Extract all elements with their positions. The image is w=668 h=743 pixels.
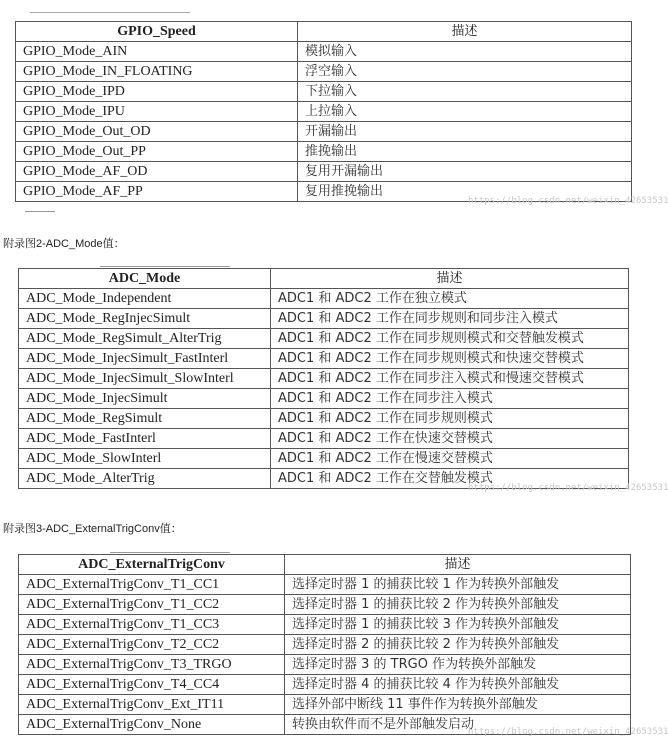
adc-externaltrigconv-table [18, 554, 631, 735]
cell-name: ADC_Mode_RegSimult [19, 409, 271, 429]
cell-desc: ADC1 和 ADC2 工作在慢速交替模式 [271, 449, 629, 469]
header-cell-name: GPIO_Speed [16, 22, 298, 42]
table-row [19, 449, 629, 469]
table-row [19, 635, 631, 655]
cell-desc: ADC1 和 ADC2 工作在同步注入模式 [271, 389, 629, 409]
cell-desc: ADC1 和 ADC2 工作在同步规则模式和快速交替模式 [271, 349, 629, 369]
header-cell-name: ADC_Mode [19, 269, 271, 289]
table-row [16, 122, 632, 142]
cell-desc: ADC1 和 ADC2 工作在快速交替模式 [271, 429, 629, 449]
cell-name: ADC_ExternalTrigConv_Ext_IT11 [19, 695, 285, 715]
cell-desc: ADC1 和 ADC2 工作在同步规则和同步注入模式 [271, 309, 629, 329]
cell-desc: 上拉输入 [298, 102, 632, 122]
cell-desc: 选择定时器 2 的捕获比较 2 作为转换外部触发 [285, 635, 631, 655]
cell-name: ADC_ExternalTrigConv_None [19, 715, 285, 735]
cell-desc: 推挽输出 [298, 142, 632, 162]
cell-desc: ADC1 和 ADC2 工作在同步规则模式 [271, 409, 629, 429]
cell-name: GPIO_Mode_AF_OD [16, 162, 298, 182]
table-row [16, 82, 632, 102]
table-row [19, 655, 631, 675]
table-row [19, 389, 629, 409]
cell-desc: 开漏输出 [298, 122, 632, 142]
cell-desc: 模拟输入 [298, 42, 632, 62]
cell-desc: ADC1 和 ADC2 工作在同步注入模式和慢速交替模式 [271, 369, 629, 389]
table-header-row [16, 22, 632, 42]
header-cell-desc: 描述 [298, 22, 632, 42]
cell-desc: ADC1 和 ADC2 工作在独立模式 [271, 289, 629, 309]
table-row [19, 595, 631, 615]
table-row [19, 695, 631, 715]
table-row [19, 329, 629, 349]
cell-name: ADC_Mode_InjecSimult_SlowInterl [19, 369, 271, 389]
gpio-speed-table [15, 21, 632, 202]
table-row [19, 309, 629, 329]
table-row [16, 42, 632, 62]
table-header-row [19, 555, 631, 575]
table-row [16, 102, 632, 122]
caption-adc-mode: 附录图2-ADC_Mode值： [3, 238, 125, 250]
cell-name: ADC_Mode_InjecSimult [19, 389, 271, 409]
cell-desc: 复用推挽输出 [298, 182, 632, 202]
cell-name: ADC_Mode_RegInjecSimult [19, 309, 271, 329]
cell-desc: 复用开漏输出 [298, 162, 632, 182]
cell-name: GPIO_Mode_IPD [16, 82, 298, 102]
cell-name: GPIO_Mode_Out_OD [16, 122, 298, 142]
cell-name: ADC_ExternalTrigConv_T3_TRGO [19, 655, 285, 675]
cell-desc: 下拉输入 [298, 82, 632, 102]
cell-desc: 选择定时器 1 的捕获比较 2 作为转换外部触发 [285, 595, 631, 615]
cropped-text-fragment [100, 266, 230, 267]
cropped-text-fragment [25, 211, 55, 212]
cell-name: GPIO_Mode_IN_FLOATING [16, 62, 298, 82]
cell-desc: 选择定时器 1 的捕获比较 1 作为转换外部触发 [285, 575, 631, 595]
cell-name: ADC_ExternalTrigConv_T1_CC3 [19, 615, 285, 635]
table-row [16, 142, 632, 162]
cell-name: ADC_Mode_InjecSimult_FastInterl [19, 349, 271, 369]
table-row [16, 62, 632, 82]
cell-name: ADC_ExternalTrigConv_T1_CC1 [19, 575, 285, 595]
cell-desc: 浮空输入 [298, 62, 632, 82]
table-row [19, 349, 629, 369]
table-row [19, 369, 629, 389]
watermark: https://blog.csdn.net/weixin_42653531 [468, 483, 668, 493]
table-row [19, 675, 631, 695]
adc-mode-table [18, 268, 629, 489]
header-cell-desc: 描述 [285, 555, 631, 575]
cell-desc: 选择外部中断线 11 事件作为转换外部触发 [285, 695, 631, 715]
cell-name: GPIO_Mode_IPU [16, 102, 298, 122]
cell-desc: ADC1 和 ADC2 工作在交替触发模式 [271, 469, 629, 489]
cell-name: ADC_Mode_RegSimult_AlterTrig [19, 329, 271, 349]
cropped-text-fragment [30, 12, 190, 13]
table-row [16, 162, 632, 182]
watermark: https://blog.csdn.net/weixin_42653531 [468, 727, 668, 737]
cell-name: GPIO_Mode_Out_PP [16, 142, 298, 162]
cell-desc: 选择定时器 1 的捕获比较 3 作为转换外部触发 [285, 615, 631, 635]
table-row [19, 409, 629, 429]
cell-name: ADC_ExternalTrigConv_T4_CC4 [19, 675, 285, 695]
cell-desc: 选择定时器 4 的捕获比较 4 作为转换外部触发 [285, 675, 631, 695]
caption-adc-externaltrigconv: 附录图3-ADC_ExternalTrigConv值： [3, 523, 182, 535]
watermark: https://blog.csdn.net/weixin_42653531 [468, 196, 668, 206]
cell-name: ADC_Mode_SlowInterl [19, 449, 271, 469]
cell-name: ADC_Mode_AlterTrig [19, 469, 271, 489]
table-row [19, 575, 631, 595]
cell-desc: 选择定时器 3 的 TRGO 作为转换外部触发 [285, 655, 631, 675]
cell-name: GPIO_Mode_AF_PP [16, 182, 298, 202]
table-header-row [19, 269, 629, 289]
header-cell-name: ADC_ExternalTrigConv [19, 555, 285, 575]
cropped-text-fragment [110, 552, 230, 553]
table-row [19, 429, 629, 449]
cell-desc: 转换由软件而不是外部触发启动 [285, 715, 631, 735]
cell-name: ADC_Mode_Independent [19, 289, 271, 309]
cell-desc: ADC1 和 ADC2 工作在同步规则模式和交替触发模式 [271, 329, 629, 349]
header-cell-desc: 描述 [271, 269, 629, 289]
cell-name: ADC_ExternalTrigConv_T2_CC2 [19, 635, 285, 655]
cell-name: GPIO_Mode_AIN [16, 42, 298, 62]
cell-name: ADC_ExternalTrigConv_T1_CC2 [19, 595, 285, 615]
table-row [19, 615, 631, 635]
table-row [19, 289, 629, 309]
cell-name: ADC_Mode_FastInterl [19, 429, 271, 449]
